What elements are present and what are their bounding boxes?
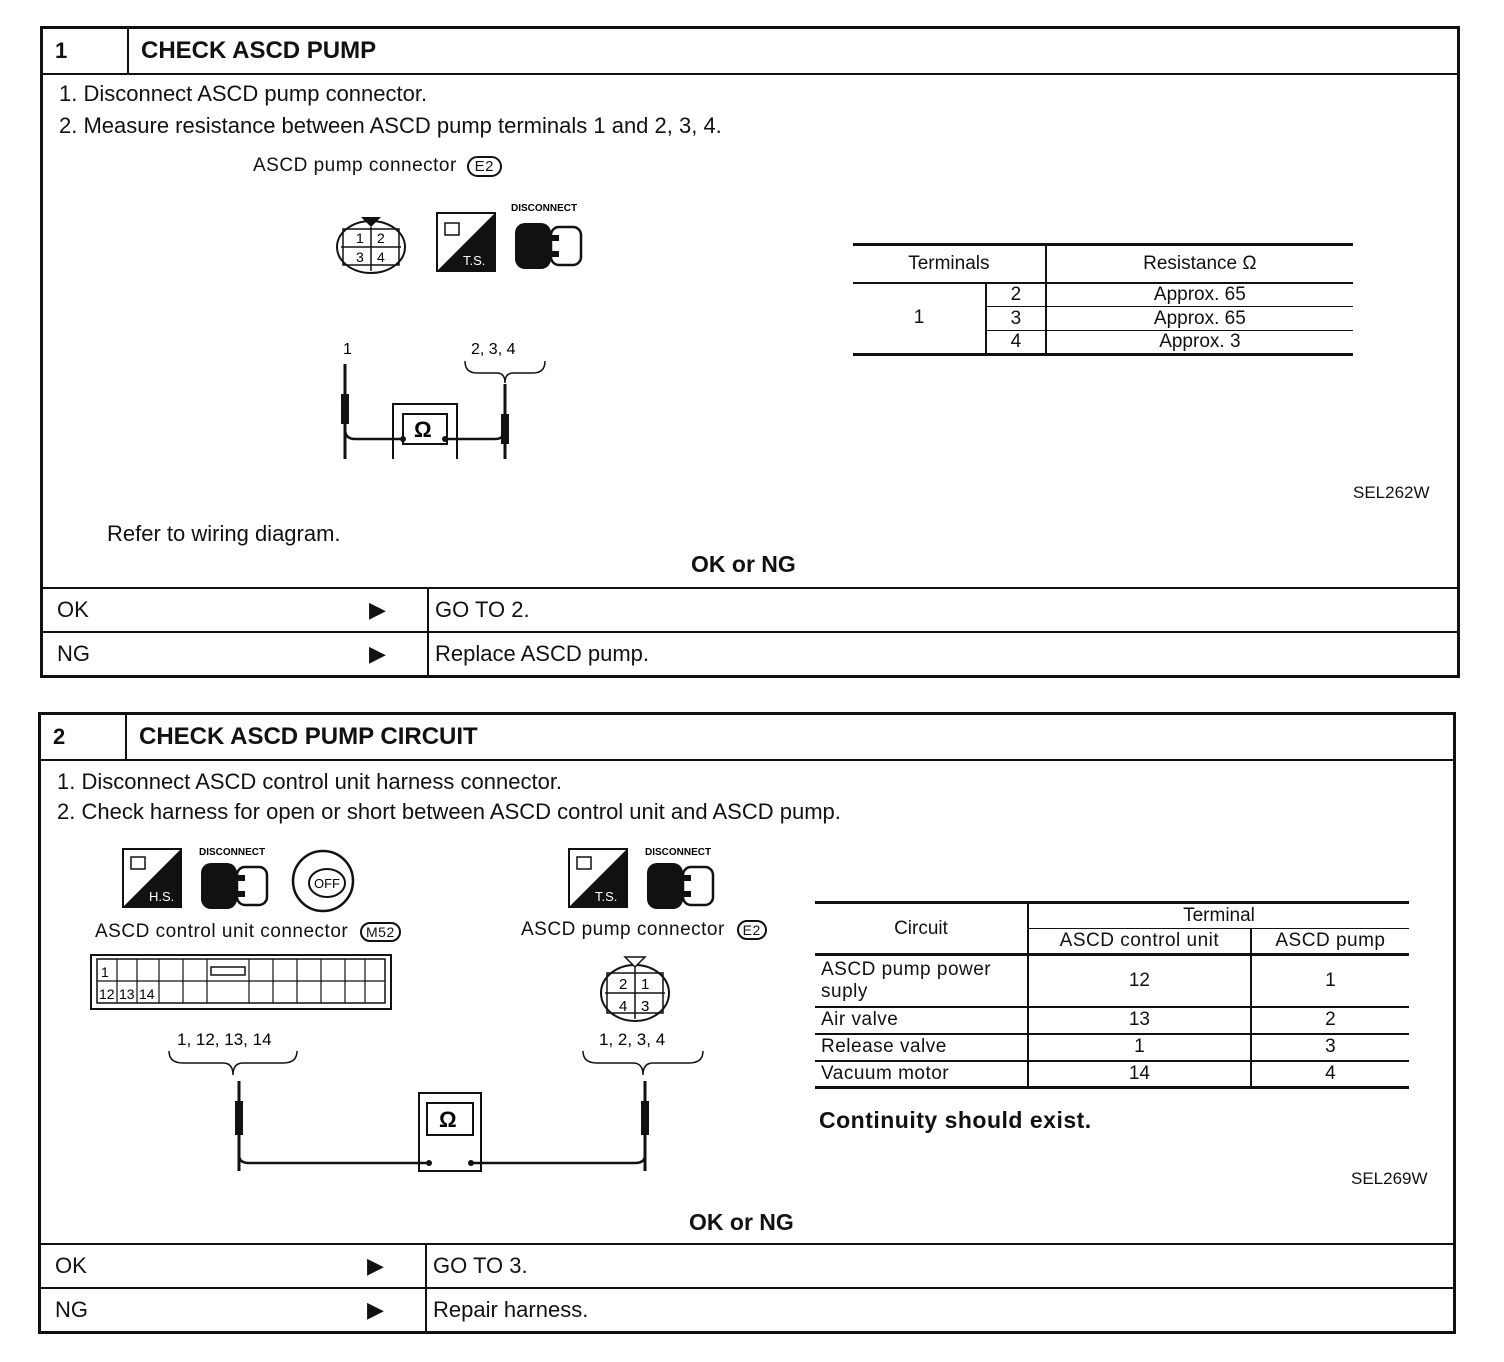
section-2-result-ok	[41, 1243, 1453, 1289]
connector-code-text: M52	[366, 924, 395, 940]
circuit-name: Vacuum motor	[815, 1061, 1028, 1088]
resistance-value: Approx. 65	[1153, 307, 1246, 329]
section-2-box	[38, 712, 1456, 1334]
section-2-continuity-table	[815, 901, 1409, 1089]
pin-label: 2	[377, 230, 385, 246]
circuit-name: ASCD pump power suply	[815, 955, 1028, 1007]
section-1-step-1: 1. Disconnect ASCD pump connector.	[59, 81, 428, 106]
arrow-right-icon: ▶	[369, 597, 386, 622]
section-1-note: Refer to wiring diagram.	[107, 521, 341, 546]
circuit-header: Circuit	[815, 903, 1028, 955]
probe-right-label: 1, 2, 3, 4	[599, 1030, 666, 1049]
ts-label: T.S.	[463, 253, 486, 268]
section-2-figure-code: SEL269W	[1351, 1169, 1428, 1188]
resistance-value: Approx. 3	[1159, 331, 1241, 352]
meter-symbol: Ω	[439, 1107, 457, 1132]
harness-side-icon	[123, 849, 181, 907]
result-label: NG	[55, 1297, 88, 1322]
meter-symbol: Ω	[414, 417, 432, 442]
probe-left-label: 1, 12, 13, 14	[177, 1030, 272, 1049]
section-2-number: 2	[41, 715, 127, 759]
section-1-okng-title: OK or NG	[691, 551, 796, 577]
from-terminal: 1	[853, 283, 986, 355]
pump-connector-label-text: ASCD pump connector	[521, 919, 725, 940]
pump-terminal: 1	[1325, 969, 1336, 991]
section-2-okng-title: OK or NG	[689, 1209, 794, 1235]
connector-code-text: E2	[742, 922, 761, 938]
disconnect-label: DISCONNECT	[645, 847, 712, 858]
continuity-note: Continuity should exist.	[819, 1107, 1092, 1133]
section-2-left-icons	[121, 845, 371, 915]
control-terminal: 13	[1028, 1007, 1251, 1034]
resistance-value: Approx. 65	[1153, 283, 1246, 305]
control-unit-subheader: ASCD control unit	[1028, 929, 1251, 955]
section-1-title: CHECK ASCD PUMP	[141, 37, 377, 64]
disconnect-icon	[645, 847, 713, 909]
terminals-header: Terminals	[853, 245, 1046, 283]
section-1-resistance-table	[853, 243, 1353, 356]
section-1-wires	[283, 409, 523, 459]
result-action: Replace ASCD pump.	[427, 633, 649, 677]
disconnect-icon	[511, 203, 581, 269]
arrow-right-icon: ▶	[369, 641, 386, 666]
pin-label: 12	[99, 986, 115, 1002]
probe-right-label: 2, 3, 4	[471, 341, 516, 358]
pin-label: 2	[619, 976, 628, 993]
pump-connector-label	[521, 919, 767, 941]
resistance-header: Resistance Ω	[1143, 252, 1257, 274]
control-connector-label	[95, 921, 401, 943]
result-label: OK	[57, 597, 89, 622]
result-action: GO TO 3.	[425, 1245, 528, 1289]
control-terminal: 14	[1028, 1061, 1251, 1088]
control-connector-label-text: ASCD control unit connector	[95, 921, 349, 942]
section-1-connector-label	[253, 155, 502, 177]
pin-label: 3	[356, 249, 364, 265]
pump-subheader: ASCD pump	[1275, 930, 1386, 951]
section-1-result-ok	[43, 587, 1457, 633]
pump-connector-icon	[337, 217, 405, 273]
pin-label: 4	[619, 998, 628, 1015]
section-2-middle-icons	[567, 845, 737, 915]
disconnect-label: DISCONNECT	[511, 203, 578, 214]
pin-label: 13	[119, 986, 135, 1002]
hs-label: H.S.	[149, 889, 175, 904]
section-2-title: CHECK ASCD PUMP CIRCUIT	[139, 723, 478, 750]
to-terminal: 4	[986, 331, 1046, 355]
section-2-meter-and-wires	[231, 1091, 691, 1175]
circuit-name: Air valve	[815, 1007, 1028, 1034]
tester-side-icon	[569, 849, 627, 907]
disconnect-label: DISCONNECT	[199, 847, 266, 858]
off-label: OFF	[314, 876, 340, 891]
pin-label: 1	[641, 976, 650, 993]
arrow-right-icon: ▶	[367, 1253, 384, 1278]
pin-label: 14	[139, 986, 155, 1002]
section-1-step-2: 2. Measure resistance between ASCD pump terminals 1 and 2, 3, 4.	[59, 113, 722, 138]
section-2-step-1: 1. Disconnect ASCD control unit harness connector.	[57, 769, 563, 794]
to-terminal: 2	[986, 283, 1046, 307]
section-2-header	[41, 715, 1453, 761]
connector-code-badge	[737, 920, 767, 940]
connector-code-badge	[360, 922, 401, 942]
pin-label: 3	[641, 998, 650, 1015]
pump-terminal: 3	[1325, 1036, 1336, 1057]
result-label: NG	[57, 641, 90, 666]
ts-label: T.S.	[595, 889, 618, 904]
tester-side-icon	[437, 213, 495, 271]
pin-label: 1	[356, 230, 364, 246]
arrow-right-icon: ▶	[367, 1297, 384, 1322]
connector-code-text: E2	[474, 158, 494, 175]
control-terminal: 12	[1028, 955, 1251, 1007]
section-1-header	[43, 29, 1457, 75]
section-2-step-2: 2. Check harness for open or short between ASCD control unit and ASCD pump.	[57, 799, 841, 824]
circuit-name: Release valve	[815, 1034, 1028, 1061]
section-1-box	[40, 26, 1460, 678]
result-action: GO TO 2.	[427, 589, 530, 633]
pin-label: 1	[101, 964, 109, 980]
pin-label: 4	[377, 249, 385, 265]
ignition-off-icon	[293, 851, 353, 911]
probe-left-label: 1	[343, 341, 352, 358]
pump-terminal: 2	[1325, 1009, 1336, 1030]
control-terminal: 1	[1028, 1034, 1251, 1061]
pump-connector-icon	[601, 957, 669, 1021]
section-1-number: 1	[43, 29, 129, 73]
result-label: OK	[55, 1253, 87, 1278]
section-2-result-ng	[41, 1287, 1453, 1333]
ohmmeter-icon	[419, 1093, 481, 1171]
control-unit-connector-icon	[91, 955, 391, 1009]
to-terminal: 3	[986, 307, 1046, 331]
section-1-figure-code: SEL262W	[1353, 483, 1430, 502]
connector-label-text: ASCD pump connector	[253, 155, 457, 176]
connector-code-badge	[467, 156, 502, 177]
section-1-result-ng	[43, 631, 1457, 677]
disconnect-icon	[199, 847, 267, 909]
pump-terminal: 4	[1325, 1062, 1336, 1084]
result-action: Repair harness.	[425, 1289, 588, 1333]
terminal-header: Terminal	[1028, 903, 1409, 929]
